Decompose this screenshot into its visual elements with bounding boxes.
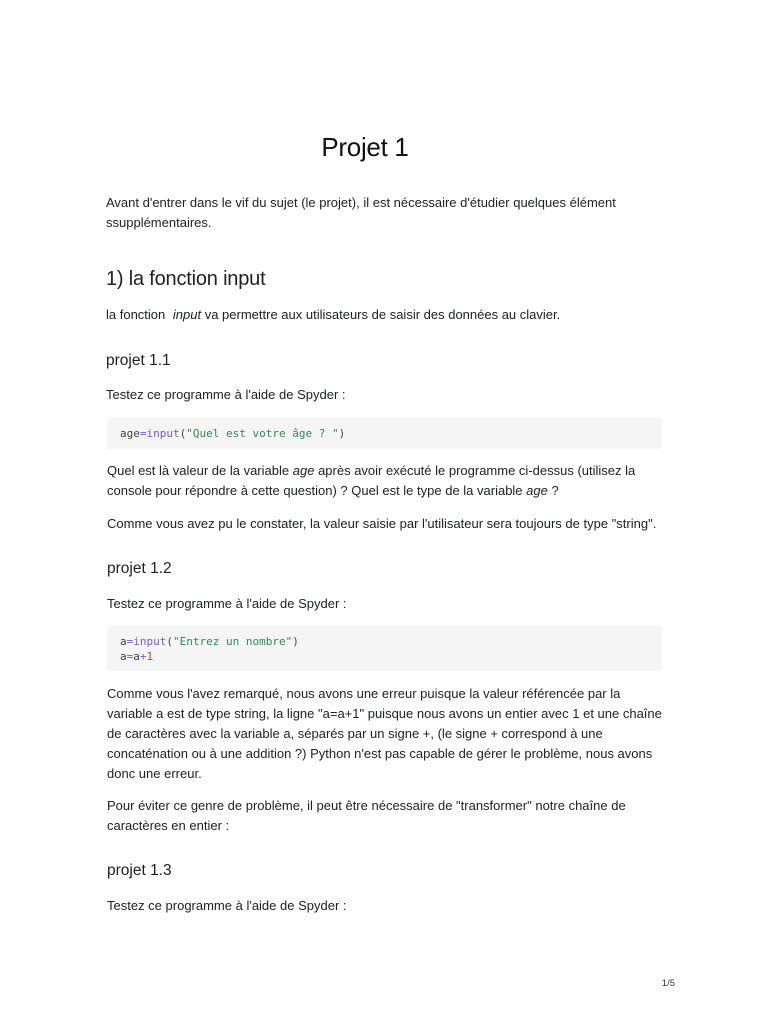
projet-1-2-explanation: Comme vous l'avez remarqué, nous avons une erreur puisque la valeur référencée par la variable a est de type string, la ligne "a=a+1" puisque nous avons un entier avec 1 et une chaîne de caractères avec la variable a, séparés par un signe +, (le signe + correspond à une concaténation ou à une addition ?) Python n'est pas capable de gérer le problème, nous avons donc une erreur. — [107, 686, 662, 781]
question-text: ? — [551, 483, 559, 498]
projet-1-2-advice: Pour éviter ce genre de problème, il peut être nécessaire de "transformer" notre chaîne de caractères en entier : — [107, 798, 626, 833]
input-description — [106, 305, 662, 325]
page-number: 1/5 — [661, 978, 675, 989]
projet-1-1-instruction: Testez ce programme à l'aide de Spyder : — [106, 387, 346, 402]
variable-name: age — [526, 483, 548, 498]
input-keyword: input — [172, 307, 202, 322]
projet-1-1-heading: projet 1.1 — [106, 352, 171, 369]
projet-1-1-remark: Comme vous avez pu le constater, la valeur saisie par l'utilisateur sera toujours de type "string". — [107, 516, 657, 531]
code-token: + — [139, 650, 147, 663]
code-token: a — [133, 650, 140, 663]
question-text: après avoir exécuté le programme ci-dessus (utilisez la console pour répondre à cette question) ? Quel est le type de la variable — [107, 463, 636, 498]
intro-paragraph: Avant d'entrer dans le vif du sujet (le projet), il est nécessaire d'étudier quelques élément ssupplémentaires. — [106, 195, 616, 230]
code-token: age — [120, 427, 140, 440]
code-token: input — [133, 635, 167, 648]
code-token: ( — [179, 427, 187, 440]
projet-1-1-question — [107, 461, 663, 501]
code-token: ( — [166, 635, 173, 648]
code-token: = — [139, 427, 147, 440]
question-text: Quel est là valeur de la variable — [107, 463, 290, 478]
input-description-rest: va permettre aux utilisateurs de saisir des données au clavier. — [204, 307, 561, 322]
page-title: Projet 1 — [321, 132, 409, 162]
projet-1-2-heading: projet 1.2 — [107, 560, 172, 577]
code-block-1-2 — [107, 626, 662, 671]
projet-1-3-heading: projet 1.3 — [107, 862, 172, 879]
projet-1-2-instruction: Testez ce programme à l'aide de Spyder : — [107, 596, 347, 611]
code-token: "Quel est votre âge ? " — [186, 427, 339, 440]
code-token: a — [120, 635, 127, 648]
code-token: input — [146, 427, 180, 440]
variable-name: age — [292, 463, 315, 478]
code-token: = — [126, 650, 134, 663]
section-heading-input: 1) la fonction input — [106, 268, 266, 290]
code-token: ) — [338, 427, 346, 440]
code-token: "Entrez un nombre" — [173, 635, 293, 648]
projet-1-3-instruction: Testez ce programme à l'aide de Spyder : — [107, 898, 347, 913]
code-token: = — [126, 635, 134, 648]
code-token: a — [120, 650, 127, 663]
input-description-text: la fonction — [106, 307, 166, 322]
code-token: ) — [292, 635, 299, 648]
code-block-1-1 — [107, 418, 662, 449]
code-token: 1 — [146, 650, 154, 663]
